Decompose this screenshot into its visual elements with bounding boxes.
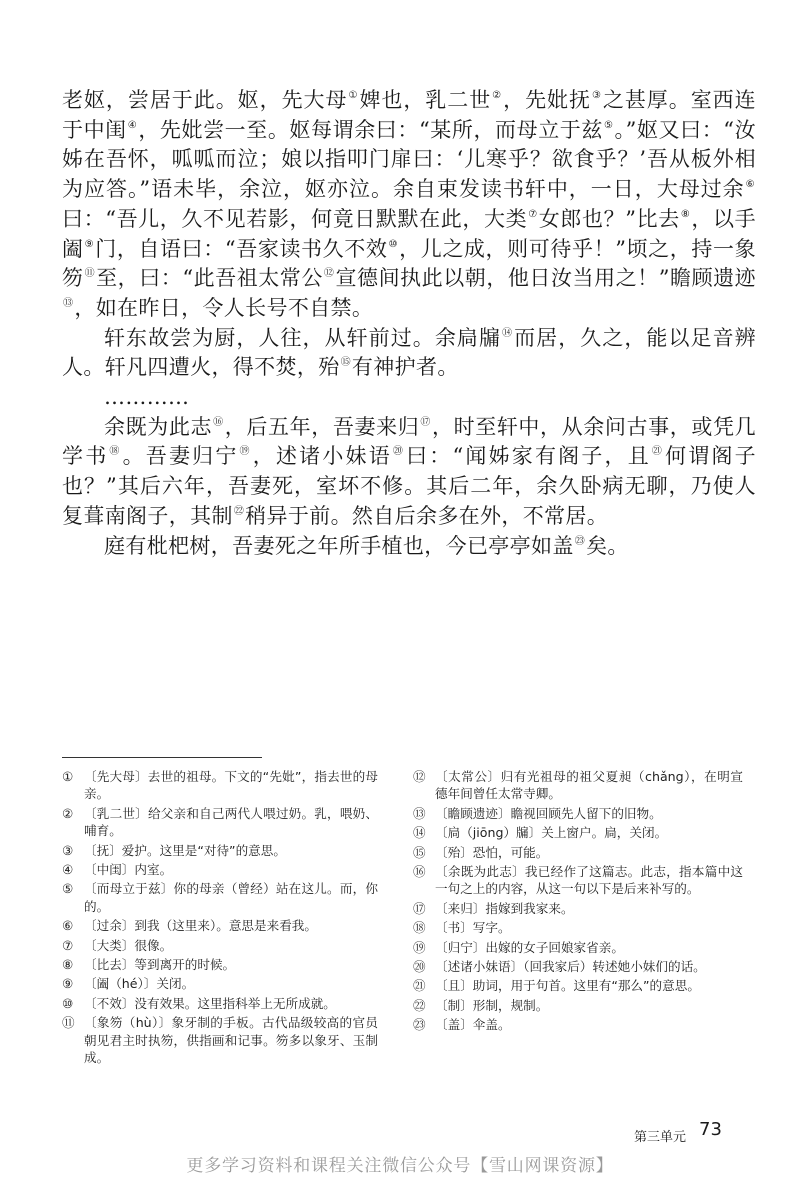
footnote-marker: ⑮ bbox=[340, 357, 351, 369]
text-segment: 何谓阁子也？”其后六年，吾妻死，室坏不修。其后二年，余久卧病无聊，乃使人复葺南阁子，其制 bbox=[62, 444, 757, 528]
footnote-item bbox=[62, 805, 378, 840]
footnote-item bbox=[413, 977, 743, 994]
paragraph-3 bbox=[62, 413, 756, 532]
footnote-marker: ① bbox=[348, 90, 359, 101]
footnote-item bbox=[62, 937, 378, 954]
footnote-number: ③ bbox=[62, 842, 74, 858]
footnotes-left-column bbox=[62, 768, 378, 1069]
footnote-number: ② bbox=[62, 805, 74, 821]
footnote-marker: ③ bbox=[591, 90, 602, 101]
footnote-item bbox=[413, 824, 743, 841]
footnote-marker: ⑧ bbox=[680, 208, 691, 220]
footnote-marker: ⑲ bbox=[239, 446, 252, 458]
paragraph-1 bbox=[62, 86, 756, 324]
main-text bbox=[62, 86, 756, 561]
footnote-number: ⑨ bbox=[62, 976, 74, 992]
watermark-text: 更多学习资料和课程关注微信公众号【雪山网课资源】 bbox=[186, 1156, 614, 1176]
footnote-text: 〔归宁〕出嫁的女子回娘家省亲。 bbox=[435, 939, 624, 955]
footnote-item bbox=[413, 844, 743, 861]
footnote-marker: ④ bbox=[127, 119, 138, 131]
footnote-item bbox=[62, 1014, 378, 1066]
footnote-item bbox=[62, 995, 378, 1012]
unit-label: 第三单元 bbox=[634, 1130, 687, 1145]
footnote-marker: ⑩ bbox=[388, 238, 399, 250]
text-segment: 。吾妻归宁 bbox=[122, 444, 239, 469]
text-segment: 曰：“吾儿，久不见若影，何竟日默默在此，大类 bbox=[62, 206, 528, 231]
footnote-text: 〔先大母〕去世的祖母。下文的“先妣”，指去世的母亲。 bbox=[84, 769, 378, 802]
footnotes-right-column bbox=[413, 768, 743, 1036]
footnote-text: 〔太常公〕归有光祖母的祖父夏昶（chǎng），在明宣德年间曾任太常寺卿。 bbox=[435, 769, 743, 802]
footnote-item bbox=[413, 919, 743, 936]
footnote-text: 〔制〕形制，规制。 bbox=[435, 997, 549, 1013]
footnote-text: 〔盖〕伞盖。 bbox=[435, 1017, 511, 1033]
footnote-marker: ⑤ bbox=[603, 119, 614, 131]
text-segment: 。”妪又曰：“汝姊在吾怀，呱呱而泣；娘以指叩门扉曰：‘儿寒乎？欲食乎？’吾从板外相为应答。”语未毕，余泣，妪亦泣。余自束发读书轩中，一日，大母过余 bbox=[62, 117, 756, 202]
footnote-text: 〔比去〕等到离开的时候。 bbox=[84, 957, 236, 973]
footnote-item bbox=[413, 1016, 743, 1033]
footnote-number: ⑲ bbox=[413, 939, 426, 955]
footnote-text: 〔过余〕到我（这里来）。意思是来看我。 bbox=[84, 918, 317, 934]
footnote-marker: ② bbox=[492, 90, 503, 101]
footnote-number: ⑫ bbox=[413, 769, 426, 784]
footnote-marker: ⑫ bbox=[323, 268, 335, 280]
footnote-text: 〔而母立于兹〕你的母亲（曾经）站在这儿。而，你的。 bbox=[84, 881, 378, 914]
footnote-item bbox=[413, 805, 743, 822]
footnote-marker: ㉒ bbox=[233, 505, 245, 517]
text-segment: 门，自语曰：“吾家读书久不效 bbox=[95, 236, 388, 261]
footnote-marker: ⑪ bbox=[84, 268, 96, 280]
text-segment: 宣德间执此以朝，他日汝当用之！”瞻顾遗迹 bbox=[335, 266, 757, 291]
footnote-number: ① bbox=[62, 769, 74, 784]
text-segment: 有神护者。 bbox=[351, 355, 459, 380]
footnote-text: 〔抚〕爱护。这里是“对待”的意思。 bbox=[84, 842, 286, 858]
footnote-number: ⑳ bbox=[413, 959, 426, 975]
footnote-number: ⑰ bbox=[413, 900, 426, 916]
text-segment: 之甚厚。室西连于中闺 bbox=[62, 88, 756, 142]
text-segment: 而居，久之，能以足音辨人。轩凡四遭火，得不焚，殆 bbox=[62, 325, 756, 380]
footnote-text: 〔中闺〕内室。 bbox=[84, 862, 173, 878]
footnote-item bbox=[62, 956, 378, 973]
text-segment: 女郎也？”比去 bbox=[538, 206, 680, 231]
footnote-text: 〔述诸小妹语〕（回我家后）转述她小妹们的话。 bbox=[435, 959, 706, 975]
footnote-number: ⑭ bbox=[413, 825, 426, 841]
footnote-text: 〔象笏（hù）〕象牙制的手板。古代品级较高的官员朝见君主时执笏，供指画和记事。笏多以象牙、玉制成。 bbox=[84, 1015, 378, 1066]
footnote-item bbox=[62, 880, 378, 915]
footnote-marker: ⑰ bbox=[420, 416, 431, 428]
text-segment: ，述诸小妹语 bbox=[252, 444, 392, 469]
text-segment: ，后五年，吾妻来归 bbox=[224, 414, 420, 439]
footnote-number: ④ bbox=[62, 862, 74, 878]
text-segment: ，先妣尝一至。妪每谓余曰：“某所，而母立于兹 bbox=[138, 117, 603, 142]
footnote-marker: ⑭ bbox=[502, 327, 514, 339]
footnote-item bbox=[413, 958, 743, 975]
footnote-number: ⑯ bbox=[413, 864, 426, 880]
footnote-text: 〔且〕助词，用于句首。这里有“那么”的意思。 bbox=[435, 978, 700, 994]
footnote-marker: ⑥ bbox=[745, 179, 755, 191]
text-segment: ，时至轩中，从余问古事，或凭几学书 bbox=[62, 414, 756, 469]
text-segment: 庭有枇杷树，吾妻死之年所手植也，今已亭亭如盖 bbox=[104, 533, 574, 558]
footnote-marker: ⑱ bbox=[109, 446, 122, 458]
footnote-item bbox=[413, 900, 743, 917]
text-segment: ，儿之成，则可待乎！”顷之，持一象笏 bbox=[62, 236, 756, 291]
footnote-text: 〔殆〕恐怕，可能。 bbox=[435, 844, 549, 860]
text-segment: ，先妣抚 bbox=[503, 88, 591, 112]
footnote-item bbox=[62, 917, 378, 934]
footnote-number: ⑱ bbox=[413, 920, 426, 936]
text-segment: ，以手阖 bbox=[62, 206, 756, 261]
footnote-item bbox=[62, 975, 378, 992]
footnote-text: 〔乳二世〕给父亲和自己两代人喂过奶。乳，喂奶、哺育。 bbox=[84, 805, 378, 839]
footnote-text: 〔不效〕没有效果。这里指科举上无所成就。 bbox=[84, 995, 336, 1011]
text-segment: 婢也，乳二世 bbox=[359, 88, 492, 112]
footnote-marker: ⑳ bbox=[392, 446, 406, 458]
page-number: 73 bbox=[699, 1119, 722, 1140]
footnote-text: 〔阖（hé）〕关闭。 bbox=[84, 976, 195, 992]
footnote-marker: ⑦ bbox=[528, 208, 538, 220]
footnote-text: 〔大类〕很像。 bbox=[84, 937, 173, 953]
footnote-item bbox=[62, 842, 378, 859]
footnote-item bbox=[62, 768, 378, 803]
footnote-number: ㉒ bbox=[413, 997, 426, 1013]
footnote-marker: ⑨ bbox=[84, 238, 95, 250]
footnote-item bbox=[62, 861, 378, 878]
footnote-marker: ㉑ bbox=[651, 446, 665, 458]
text-segment: ，如在昨日，令人长号不自禁。 bbox=[74, 295, 374, 320]
footnote-number: ⑪ bbox=[62, 1015, 75, 1031]
text-segment: 矣。 bbox=[586, 533, 629, 558]
footnote-text: 〔来归〕指嫁到我家来。 bbox=[435, 900, 574, 916]
footnote-marker: ⑬ bbox=[63, 297, 74, 309]
paragraph-2 bbox=[62, 324, 756, 383]
footnote-number: ⑩ bbox=[62, 995, 74, 1011]
footnote-number: ⑮ bbox=[413, 844, 426, 860]
text-segment: 轩东故尝为厨，人往，从轩前过。余扃牖 bbox=[104, 325, 502, 350]
footnote-item bbox=[413, 939, 743, 956]
text-segment: 曰：“闻姊家有阁子，且 bbox=[406, 444, 651, 469]
text-segment: 稍异于前。然自后余多在外，不常居。 bbox=[245, 503, 609, 528]
footnote-item bbox=[413, 997, 743, 1014]
footnote-text: 〔书〕写字。 bbox=[435, 920, 511, 936]
text-segment: 老妪，尝居于此。妪，先大母 bbox=[62, 88, 348, 112]
footnote-marker: ㉓ bbox=[574, 535, 586, 547]
paragraph-4 bbox=[62, 532, 756, 562]
footnote-number: ⑦ bbox=[62, 937, 74, 953]
footnote-number: ⑤ bbox=[62, 881, 74, 897]
footnote-divider bbox=[62, 757, 262, 758]
footnote-number: ㉓ bbox=[413, 1017, 426, 1033]
footnote-text: 〔余既为此志〕我已经作了这篇志。此志，指本篇中这一句之上的内容，从这一句以下是后来补写的。 bbox=[435, 864, 743, 897]
footnote-marker: ⑯ bbox=[213, 416, 224, 428]
footnote-text: 〔扃（jiōng）牖〕关上窗户。扃，关闭。 bbox=[435, 825, 668, 841]
text-segment: 余既为此志 bbox=[104, 414, 213, 439]
footnote-item bbox=[413, 863, 743, 898]
footnote-number: ⑬ bbox=[413, 805, 426, 821]
footnote-number: ⑧ bbox=[62, 957, 74, 973]
footnote-text: 〔瞻顾遗迹〕瞻视回顾先人留下的旧物。 bbox=[435, 805, 662, 821]
footnote-item bbox=[413, 768, 743, 803]
footnote-number: ⑥ bbox=[62, 918, 74, 934]
footnote-number: ㉑ bbox=[413, 978, 426, 994]
omission-ellipsis: ………… bbox=[104, 385, 190, 410]
text-segment: 至，曰：“此吾祖太常公 bbox=[96, 266, 323, 291]
